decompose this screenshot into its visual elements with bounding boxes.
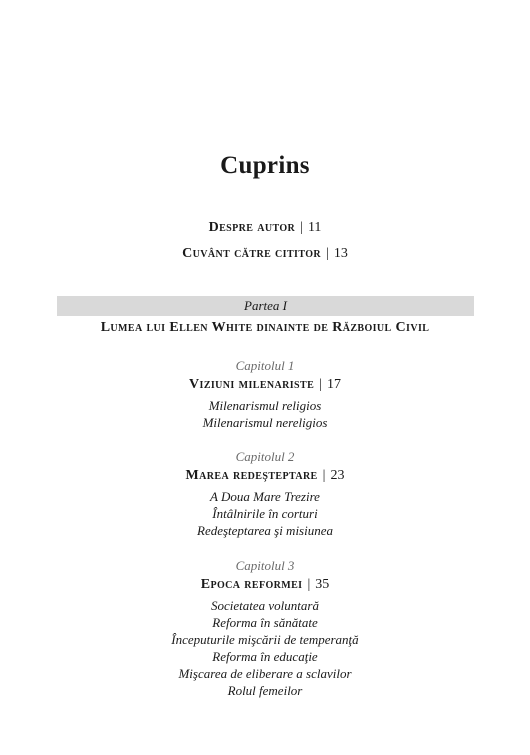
separator: | [307, 577, 311, 592]
chapter-heading [0, 466, 530, 486]
front-entry-author [0, 219, 530, 237]
chapter-2 [0, 448, 530, 539]
page-title: Cuprins [220, 152, 310, 179]
page-number: 35 [315, 577, 330, 592]
section-item: Milenarismul nereligios [202, 415, 328, 430]
section-item: Începuturile mişcării de temperanţă [171, 632, 359, 647]
chapter-title: Marea redeşteptare [185, 468, 318, 483]
chapter-label: Capitolul 2 [235, 449, 295, 464]
chapter-title: Epoca reformei [200, 577, 303, 592]
section-item: Milenarismul religios [208, 398, 322, 413]
chapter-label: Capitolul 3 [235, 558, 295, 573]
page-number: 13 [333, 246, 348, 261]
section-list [0, 488, 530, 539]
section-item: A Doua Mare Trezire [210, 489, 320, 504]
chapter-1 [0, 357, 530, 431]
page-number: 11 [307, 220, 322, 235]
part-title: Lumea lui Ellen White dinainte de Războiul Civil [100, 320, 430, 335]
front-entry-reader [0, 245, 530, 263]
page-number: 17 [326, 377, 341, 392]
separator: | [322, 468, 326, 483]
separator: | [326, 246, 329, 261]
separator: | [319, 377, 322, 392]
section-list [0, 597, 530, 699]
chapter-3 [0, 557, 530, 699]
part-label-bar: Partea I [57, 296, 474, 316]
chapter-title: Viziuni milenariste [189, 377, 315, 392]
section-item: Societatea voluntară [211, 598, 319, 613]
chapter-heading [0, 575, 530, 595]
chapter-heading [0, 375, 530, 395]
section-item: Rolul femeilor [227, 683, 303, 698]
section-item: Redeşteptarea şi misiunea [197, 523, 333, 538]
front-entry-label: Cuvânt către cititor [182, 246, 322, 261]
page-number: 23 [330, 468, 345, 483]
separator: | [300, 220, 303, 235]
section-item: Reforma în educaţie [212, 649, 318, 664]
front-entry-label: Despre autor [208, 220, 296, 235]
section-item: Reforma în sănătate [212, 615, 318, 630]
section-item: Întâlnirile în corturi [212, 506, 318, 521]
section-list [0, 397, 530, 431]
chapter-label: Capitolul 1 [235, 358, 295, 373]
section-item: Mişcarea de eliberare a sclavilor [178, 666, 352, 681]
